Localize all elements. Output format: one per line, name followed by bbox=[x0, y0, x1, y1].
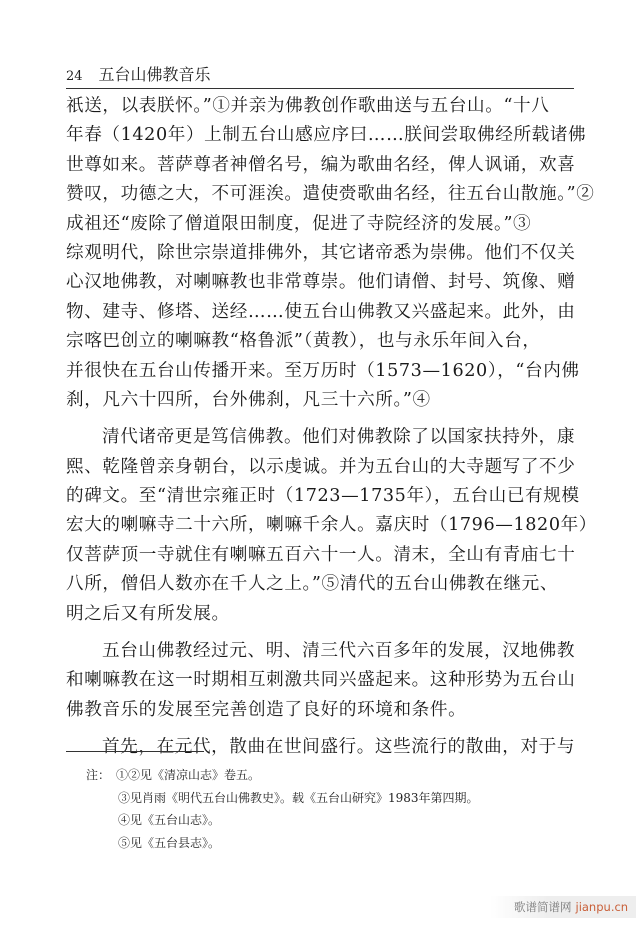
watermark bbox=[490, 896, 636, 918]
header-rule bbox=[66, 88, 574, 89]
footnote-item: ⑤见《五台县志》。 bbox=[118, 835, 221, 850]
text-line: 清代诸帝更是笃信佛教。他们对佛教除了以国家扶持外，康 bbox=[102, 427, 576, 448]
text-line: 宏大的喇嘛寺二十六所，喇嘛千余人。嘉庆时（1796—1820年） bbox=[66, 515, 598, 536]
text-line: 和喇嘛教在这一时期相互刺激共同兴盛起来。这种形势为五台山 bbox=[66, 670, 576, 691]
page-number: 24 bbox=[66, 69, 83, 84]
text-line: 佛教音乐的发展至完善创造了良好的环境和条件。 bbox=[66, 699, 467, 720]
text-line: 祇送，以表朕怀。”①并亲为佛教创作歌曲送与五台山。“十八 bbox=[66, 96, 550, 116]
text-line: 仅菩萨顶一寺就住有喇嘛五百六十一人。清末，全山有青庙七十 bbox=[66, 544, 576, 565]
paragraph-2 bbox=[66, 423, 598, 629]
text-line: 的碑文。至“清世宗雍正时（1723—1735年），五台山已有规模 bbox=[66, 486, 580, 507]
footnote-item: ④见《五台山志》。 bbox=[118, 813, 221, 827]
paragraph-3 bbox=[66, 637, 576, 725]
footnote-rule bbox=[66, 751, 204, 752]
running-header bbox=[66, 62, 211, 85]
watermark-site-name: 歌谱简谱网 bbox=[514, 900, 572, 914]
text-line: 成祖还“废除了僧道限田制度，促进了寺院经济的发展。”③ bbox=[66, 213, 532, 234]
text-line: 八所，僧侣人数亦在千人之上。”⑤清代的五台山佛教在继元、 bbox=[66, 574, 559, 595]
text-line: 年春（1420年）上制五台山感应序曰……朕间尝取佛经所载诸佛 bbox=[66, 125, 587, 146]
text-line: 综观明代，除世宗崇道排佛外，其它诸帝悉为崇佛。他们不仅关 bbox=[66, 242, 576, 263]
footnote-item: 注： ①②见《清凉山志》卷五。 bbox=[86, 768, 261, 782]
text-line: 刹，凡六十四所，台外佛刹，凡三十六所。”④ bbox=[66, 389, 431, 410]
text-line: 明之后又有所发展。 bbox=[66, 603, 230, 624]
text-line: 赞叹，功德之大，不可涯涘。遣使赍歌曲名经，往五台山散施。”② bbox=[66, 184, 595, 205]
text-line: 物、建寺、修塔、送经……使五台山佛教又兴盛起来。此外，由 bbox=[66, 301, 576, 322]
paragraph-1 bbox=[66, 92, 595, 415]
text-line: 并很快在五台山传播开来。至万历时（1573—1620），“台内佛 bbox=[66, 360, 580, 381]
text-line: 心汉地佛教，对喇嘛教也非常尊崇。他们请僧、封号、筑像、赠 bbox=[66, 272, 576, 293]
text-line: 首先，在元代，散曲在世间盛行。这些流行的散曲，对于与 bbox=[102, 737, 576, 758]
footnote-label: 注： bbox=[86, 768, 111, 782]
footnotes bbox=[86, 764, 566, 854]
footnote-item: ③见肖雨《明代五台山佛教史》。载《五台山研究》1983年第四期。 bbox=[118, 790, 479, 805]
book-title: 五台山佛教音乐 bbox=[98, 65, 211, 84]
text-line: 熙、乾隆曾亲身朝台，以示虔诚。并为五台山的大寺题写了不少 bbox=[66, 456, 576, 477]
watermark-url: jianpu.cn bbox=[575, 900, 629, 914]
body-text bbox=[66, 92, 598, 763]
text-line: 宗喀巴创立的喇嘛教“格鲁派”（黄教），也与永乐年间入台， bbox=[66, 331, 541, 352]
text-line: 世尊如来。菩萨尊者神僧名号，编为歌曲名经，俾人讽诵，欢喜 bbox=[66, 154, 576, 175]
text-line: 五台山佛教经过元、明、清三代六百多年的发展，汉地佛教 bbox=[102, 641, 576, 662]
paragraph-4 bbox=[66, 733, 576, 762]
